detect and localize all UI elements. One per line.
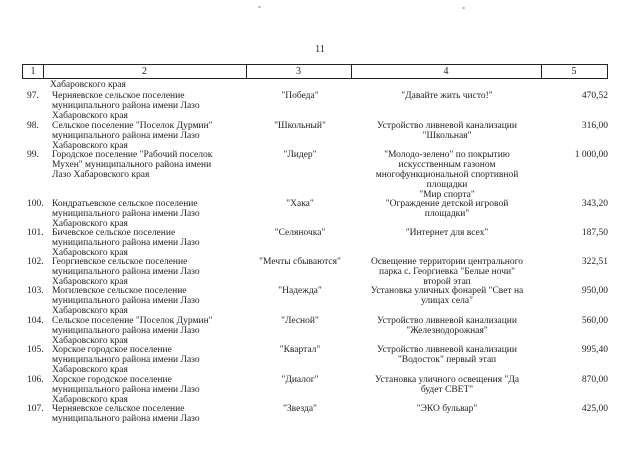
row-number: 98.: [27, 121, 39, 131]
project-name: Устройство ливневой канализации "Железнодорожная": [377, 316, 517, 336]
amount: 1 000,00: [574, 150, 608, 160]
header-col-1: 1: [30, 66, 36, 77]
row-number: 99.: [27, 150, 39, 160]
amount: 425,00: [581, 404, 608, 414]
team-name: "Диалог": [281, 375, 319, 385]
team-name: "Квартал": [279, 345, 321, 355]
table-header: [22, 64, 608, 79]
project-name: "Давайте жить чисто!": [401, 91, 493, 101]
settlement-name: Хорское городское поселение муниципального района имени Лазо Хабаровского края: [52, 345, 200, 375]
settlement-name: Сельское поселение "Поселок Дурмин" муниципального района имени Лазо Хабаровского края: [52, 121, 213, 151]
settlement-name: Сельское поселение "Поселок Дурмин" муниципального района имени Лазо Хабаровского края: [52, 316, 213, 346]
team-name: "Селяночка": [274, 228, 326, 238]
team-name: "Хака": [286, 199, 314, 209]
project-name: Устройство ливневой канализации "Водосток" первый этап: [377, 345, 517, 365]
row-number: 106.: [27, 375, 44, 385]
team-name: "Школьный": [274, 121, 326, 131]
row-number: 101.: [27, 228, 44, 238]
header-col-5: 5: [571, 66, 577, 77]
project-name: Устройство ливневой канализации "Школьная": [377, 121, 517, 141]
row-number: 105.: [27, 345, 44, 355]
amount: 470,52: [581, 91, 608, 101]
team-name: "Надежда": [278, 286, 322, 296]
settlement-name: Могилевское сельское поселение муниципального района имени Лазо Хабаровского края: [52, 286, 200, 316]
continuation-text: Хабаровского края: [50, 80, 126, 90]
project-name: "ЭКО бульвар": [416, 404, 478, 414]
row-number: 103.: [27, 286, 44, 296]
scan-speck: [258, 6, 261, 8]
row-number: 100.: [27, 199, 44, 209]
settlement-name: Бичевское сельское поселение муниципального района имени Лазо Хабаровского края: [52, 228, 200, 258]
row-number: 102.: [27, 257, 44, 267]
amount: 560,00: [581, 316, 608, 326]
project-name: "Интернет для всех": [405, 228, 489, 238]
scan-speck: [462, 7, 465, 9]
header-col-4: 4: [443, 66, 449, 77]
settlement-name: Хорское городское поселение муниципального района имени Лазо Хабаровского края: [52, 375, 200, 405]
team-name: "Мечты сбываются": [259, 257, 341, 267]
project-name: Установка уличных фонарей "Свет на улицах села": [370, 286, 524, 306]
row-number: 107.: [27, 404, 44, 414]
team-name: "Лесной": [281, 316, 319, 326]
page-number: 11: [315, 44, 325, 55]
amount: 187,50: [581, 228, 608, 238]
settlement-name: Черняевское сельское поселение муниципального района имени Лазо Хабаровского края: [52, 91, 200, 121]
settlement-name: Георгиевское сельское поселение муниципального района имени Лазо Хабаровского края: [52, 257, 200, 287]
project-name: Освещение территории центрального парка с. Георгиевка "Белые ночи" второй этап: [370, 257, 524, 287]
amount: 343,20: [581, 199, 608, 209]
settlement-name: Городское поселение "Рабочий поселок Мухен" муниципального района имени Лазо Хабаровского края: [52, 150, 213, 180]
header-col-3: 3: [296, 66, 301, 77]
team-name: "Лидер": [283, 150, 317, 160]
project-name: Установка уличного освещения "Да будет СВЕТ": [374, 375, 520, 395]
amount: 950,00: [581, 286, 608, 296]
header-col-2: 2: [142, 66, 147, 77]
amount: 322,51: [581, 257, 608, 267]
amount: 870,00: [581, 375, 608, 385]
project-name: "Ограждение детской игровой площадки": [385, 199, 509, 219]
settlement-name: Черняевское сельское поселение муниципального района имени Лазо: [52, 404, 200, 424]
team-name: "Победа": [281, 91, 319, 101]
project-name: "Молодо-зелено" по покрытию искусственным газоном многофункциональной спортивной площадки "Мир спорта": [375, 150, 519, 200]
settlement-name: Кондратьевское сельское поселение муниципального района имени Лазо Хабаровского края: [52, 199, 200, 229]
row-number: 97.: [27, 91, 39, 101]
team-name: "Звезда": [283, 404, 317, 414]
amount: 995,40: [581, 345, 608, 355]
row-number: 104.: [27, 316, 44, 326]
amount: 316,00: [581, 121, 608, 131]
